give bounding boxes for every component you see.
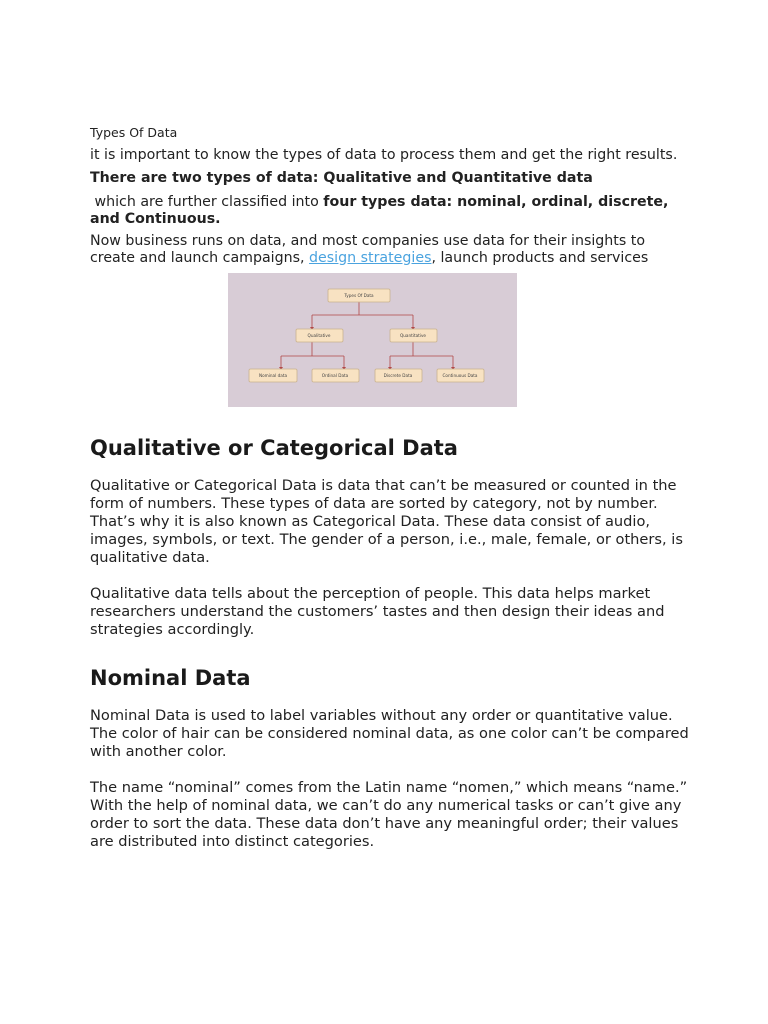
business-text-before: Now business runs on data, and most companies use data for their insights to create and launch campaigns, [90, 233, 646, 266]
node-nominal-label: Nominal data [258, 373, 288, 378]
node-ordinal-label: Ordinal Data [321, 373, 349, 378]
diagram-svg [228, 273, 517, 407]
nominal-paragraph-2: The name “nominal” comes from the Latin name “nomen,” which means “name.” With the help of nominal data, we can’t do any numerical tasks or can’t give any order to sort the data. These data don’t have any meaningful order; their values are distributed into distinct categories. [90, 779, 688, 850]
edge-quantitative-children [390, 342, 453, 369]
edge-qualitative-children [281, 342, 344, 369]
business-paragraph [90, 233, 690, 266]
node-ordinal [312, 369, 359, 382]
node-qualitative-label: Qualitative [307, 333, 331, 338]
node-discrete-label: Discrete Data [383, 373, 413, 378]
qualitative-paragraph-1: Qualitative or Categorical Data is data that can’t be measured or counted in the form of numbers. These types of data are sorted by category, not by number. That’s why it is also known as Categorical Data. These data consist of audio, images, symbols, or text. The gender of a person, i.e., male, female, or others, is qualitative data. [90, 477, 683, 566]
edge-root-trunk [312, 302, 413, 329]
types-of-data-diagram [228, 273, 517, 407]
design-strategies-link[interactable]: design strategies [309, 249, 432, 266]
types-statement-bold: There are two types of data: Qualitative and Quantitative data [90, 169, 593, 186]
node-nominal [249, 369, 297, 382]
node-discrete [375, 369, 422, 382]
document-page [90, 125, 690, 851]
node-root-label: Types Of Data [344, 293, 374, 298]
node-quantitative [390, 329, 437, 342]
intro-title: Types Of Data [90, 125, 178, 140]
classification-bold: four types data: nominal, ordinal, discrete, and Continuous. [90, 194, 674, 227]
qualitative-paragraph-2: Qualitative data tells about the perception of people. This data helps market researchers understand the customers’ tastes and then design their ideas and strategies accordingly. [90, 585, 665, 638]
classification-text: which are further classified into [90, 194, 324, 210]
node-continuous [437, 369, 484, 382]
nominal-paragraph-1: Nominal Data is used to label variables without any order or quantitative value. The color of hair can be considered nominal data, as one color can’t be compared with another color. [90, 707, 689, 760]
node-root [328, 289, 390, 302]
node-quantitative-label: Quantitative [399, 333, 427, 338]
qualitative-heading: Qualitative or Categorical Data [90, 436, 458, 460]
nominal-heading: Nominal Data [90, 666, 251, 690]
business-text-after: , launch products and services [431, 249, 649, 266]
intro-paragraph: it is important to know the types of data to process them and get the right results. [90, 147, 678, 163]
node-qualitative [296, 329, 343, 342]
node-continuous-label: Continuous Data [442, 373, 478, 378]
types-statement [90, 170, 690, 187]
classification-paragraph [90, 194, 690, 227]
